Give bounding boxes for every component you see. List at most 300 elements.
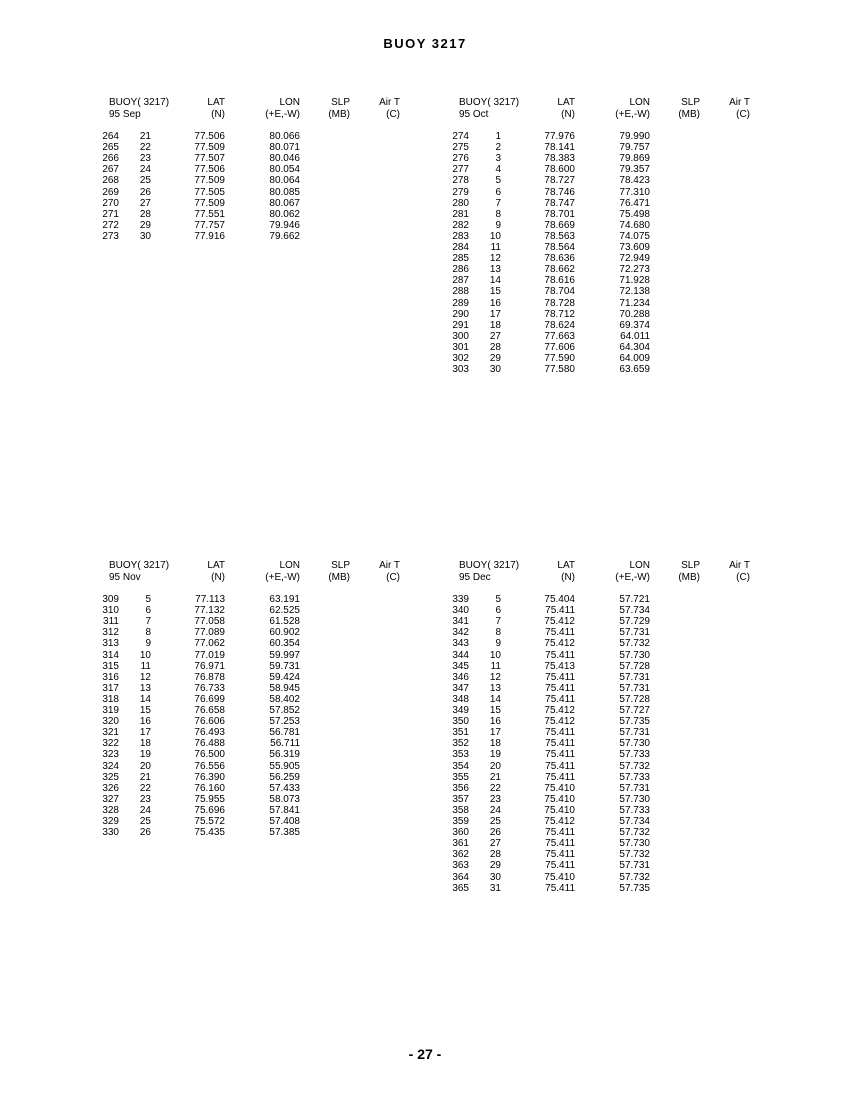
cell-day: 13 [489,682,501,694]
header-slp: SLP [681,97,700,108]
header-airt-unit: (C) [736,109,750,120]
cell-day: 12 [489,253,501,265]
data-panel-dec [450,560,810,920]
cell-lon: 57.731 [619,727,650,739]
cell-day: 30 [139,230,151,242]
cell-doy: 323 [102,749,119,761]
cell-doy: 356 [452,782,469,794]
cell-day: 16 [489,297,501,309]
data-panel-sep [100,97,460,457]
header-airt-unit: (C) [386,109,400,120]
cell-day: 30 [489,871,501,883]
cell-lon: 63.191 [269,594,300,605]
cell-lat: 77.507 [194,153,225,165]
cell-doy: 317 [102,682,119,694]
cell-doy: 359 [452,816,469,827]
cell-lat: 75.412 [544,816,575,827]
cell-lon: 57.731 [619,671,650,683]
header-lon: LON [629,97,650,108]
cell-lat: 75.411 [545,760,575,772]
cell-doy: 318 [102,693,119,705]
cell-lon: 80.054 [269,164,300,176]
cell-day: 31 [489,882,501,894]
cell-day: 29 [489,353,501,364]
cell-lat: 75.411 [545,882,575,894]
cell-doy: 283 [452,230,469,242]
cell-doy: 282 [452,219,469,231]
cell-doy: 285 [452,253,469,265]
cell-doy: 319 [102,705,119,716]
cell-doy: 280 [452,197,469,209]
page-number: - 27 - [408,1046,442,1062]
cell-lon: 59.731 [269,660,300,672]
cell-lat: 75.412 [544,705,575,716]
cell-doy: 289 [452,297,469,309]
cell-doy: 363 [452,860,469,872]
cell-lon: 60.902 [269,627,300,639]
cell-day: 6 [145,605,151,617]
cell-lat: 75.411 [545,727,575,739]
cell-lat: 76.606 [194,716,225,728]
header-buoy: BUOY( 3217) [109,560,170,571]
cell-day: 25 [139,816,151,827]
cell-lon: 80.046 [269,153,300,165]
cell-day: 24 [489,804,501,816]
cell-doy: 301 [452,341,469,353]
cell-lat: 78.564 [544,242,575,253]
cell-lat: 76.488 [194,738,225,750]
cell-lat: 78.747 [544,197,575,209]
cell-day: 5 [145,594,151,605]
cell-lon: 57.433 [269,782,300,794]
cell-day: 5 [495,175,501,187]
cell-lat: 76.500 [194,749,225,761]
cell-lon: 57.730 [619,738,650,750]
cell-day: 12 [139,671,151,683]
cell-lon: 57.852 [269,705,300,716]
cell-lon: 80.071 [269,142,300,154]
cell-doy: 339 [452,594,469,605]
cell-lon: 77.310 [619,186,650,198]
cell-lon: 61.528 [269,616,300,628]
cell-lat: 77.551 [194,208,225,220]
cell-lon: 57.733 [619,749,650,761]
cell-lon: 64.304 [619,341,650,353]
cell-doy: 343 [452,638,469,650]
cell-doy: 313 [102,638,119,650]
cell-lon: 56.259 [269,771,300,783]
cell-lat: 77.663 [544,330,575,342]
cell-lat: 78.383 [544,153,575,165]
cell-lat: 75.410 [544,793,575,805]
cell-day: 27 [139,197,151,209]
cell-doy: 348 [452,693,469,705]
cell-lon: 57.731 [619,682,650,694]
header-lon: LON [629,560,650,571]
cell-lon: 57.408 [269,816,300,827]
cell-doy: 346 [452,671,469,683]
cell-day: 7 [145,616,151,628]
cell-lat: 75.410 [544,871,575,883]
cell-lat: 76.390 [194,771,225,783]
cell-lon: 57.385 [269,827,300,839]
cell-lon: 57.721 [619,594,650,605]
panel-period: 95 Oct [459,109,489,120]
cell-doy: 311 [103,616,119,628]
cell-lon: 57.730 [619,793,650,805]
header-lon: LON [279,560,300,571]
cell-doy: 341 [452,616,469,628]
cell-day: 14 [489,693,501,705]
cell-day: 14 [139,693,151,705]
cell-day: 24 [139,804,151,816]
cell-lon: 80.085 [269,186,300,198]
cell-lat: 75.411 [545,627,575,639]
cell-lat: 75.696 [194,804,225,816]
cell-doy: 266 [102,153,119,165]
cell-lat: 76.971 [194,660,225,672]
cell-lon: 64.011 [620,330,650,342]
header-lat: LAT [207,560,225,571]
cell-doy: 326 [102,782,119,794]
cell-lat: 77.509 [194,197,225,209]
cell-lon: 57.729 [619,616,650,628]
cell-lat: 78.728 [544,297,575,309]
header-slp: SLP [331,560,350,571]
cell-lat: 77.062 [194,638,225,650]
cell-lon: 57.735 [619,716,650,728]
cell-doy: 272 [102,219,119,231]
cell-day: 17 [139,727,151,739]
cell-lon: 70.288 [619,308,650,320]
cell-doy: 287 [452,275,469,287]
cell-lat: 77.058 [194,616,225,628]
cell-lat: 76.733 [194,682,225,694]
cell-lat: 75.411 [545,827,575,839]
cell-lon: 58.402 [269,693,300,705]
cell-doy: 271 [102,208,119,220]
cell-lon: 57.727 [619,705,650,716]
cell-day: 15 [489,286,501,298]
cell-day: 30 [489,364,501,376]
cell-day: 10 [139,649,151,661]
cell-lon: 79.946 [269,219,300,231]
cell-lon: 57.732 [619,760,650,772]
cell-lon: 59.424 [269,671,300,683]
cell-doy: 275 [452,142,469,154]
cell-lat: 75.412 [544,716,575,728]
cell-lat: 78.636 [544,253,575,265]
cell-lon: 57.731 [619,782,650,794]
header-slp-unit: (MB) [678,572,700,583]
cell-lat: 77.506 [194,164,225,176]
cell-day: 14 [489,275,501,287]
cell-lat: 75.411 [545,838,575,850]
cell-day: 21 [489,771,501,783]
header-lat: LAT [207,97,225,108]
cell-doy: 342 [452,627,469,639]
cell-day: 28 [489,849,501,861]
cell-lat: 78.669 [544,219,575,231]
panel-period: 95 Sep [109,109,141,120]
cell-day: 15 [489,705,501,716]
cell-day: 16 [139,716,151,728]
cell-lat: 75.411 [545,671,575,683]
cell-day: 5 [495,594,501,605]
data-panel-nov [100,560,460,920]
header-lon-unit: (+E,-W) [265,109,300,120]
cell-lat: 75.955 [194,793,225,805]
cell-doy: 364 [452,871,469,883]
cell-lat: 78.662 [544,264,575,276]
header-slp: SLP [681,560,700,571]
cell-lon: 57.728 [619,660,650,672]
cell-lat: 75.411 [545,849,575,861]
cell-doy: 345 [452,660,469,672]
cell-day: 2 [495,142,501,154]
cell-doy: 316 [102,671,119,683]
page-title: BUOY 3217 [383,36,467,51]
cell-lat: 78.141 [544,142,575,154]
cell-lat: 77.089 [194,627,225,639]
cell-doy: 365 [452,882,469,894]
cell-lon: 63.659 [619,364,650,376]
header-airt: Air T [729,97,750,108]
cell-lat: 78.563 [544,230,575,242]
cell-doy: 264 [102,131,119,142]
cell-lat: 75.572 [194,816,225,827]
cell-day: 25 [489,816,501,827]
cell-lat: 78.746 [544,186,575,198]
cell-lon: 57.253 [269,716,300,728]
cell-doy: 284 [452,242,469,253]
cell-day: 9 [145,638,151,650]
cell-lon: 79.869 [619,153,650,165]
cell-doy: 277 [452,164,469,176]
cell-day: 10 [489,230,501,242]
cell-day: 11 [140,660,151,672]
cell-lat: 78.624 [544,319,575,331]
cell-lon: 57.732 [619,638,650,650]
cell-lon: 74.680 [619,219,650,231]
cell-lat: 77.590 [544,353,575,364]
header-buoy: BUOY( 3217) [459,560,520,571]
cell-lat: 78.616 [544,275,575,287]
cell-doy: 330 [102,827,119,839]
header-airt-unit: (C) [736,572,750,583]
header-airt-unit: (C) [386,572,400,583]
cell-lat: 77.976 [544,131,575,142]
cell-doy: 278 [452,175,469,187]
header-airt: Air T [729,560,750,571]
cell-doy: 362 [452,849,469,861]
cell-lat: 75.411 [545,649,575,661]
cell-lat: 76.556 [194,760,225,772]
cell-day: 3 [495,153,501,165]
cell-doy: 351 [452,727,469,739]
header-lon-unit: (+E,-W) [615,572,650,583]
cell-lat: 75.410 [544,782,575,794]
cell-lon: 57.730 [619,649,650,661]
cell-lon: 56.319 [269,749,300,761]
header-airt: Air T [379,97,400,108]
cell-lon: 57.841 [269,804,300,816]
cell-lon: 80.067 [269,197,300,209]
cell-lon: 79.357 [619,164,650,176]
cell-day: 18 [139,738,151,750]
cell-doy: 322 [102,738,119,750]
cell-day: 29 [139,219,151,231]
cell-lat: 76.493 [194,727,225,739]
cell-doy: 347 [452,682,469,694]
cell-lat: 77.580 [544,364,575,376]
cell-day: 8 [495,627,501,639]
cell-day: 24 [139,164,151,176]
cell-doy: 274 [452,131,469,142]
cell-lon: 80.066 [269,131,300,142]
cell-lon: 64.009 [619,353,650,364]
cell-doy: 310 [102,605,119,617]
cell-lat: 77.916 [194,230,225,242]
cell-lat: 77.509 [194,142,225,154]
cell-day: 21 [139,771,151,783]
cell-lon: 72.949 [619,253,650,265]
cell-doy: 270 [102,197,119,209]
header-slp-unit: (MB) [678,109,700,120]
cell-lat: 76.658 [194,705,225,716]
cell-doy: 302 [452,353,469,364]
cell-lat: 77.506 [194,131,225,142]
header-lon: LON [279,97,300,108]
cell-lon: 69.374 [619,319,650,331]
cell-doy: 315 [102,660,119,672]
header-lat-unit: (N) [211,572,225,583]
cell-day: 20 [489,760,501,772]
cell-doy: 327 [102,793,119,805]
cell-doy: 309 [102,594,119,605]
cell-doy: 354 [452,760,469,772]
cell-lon: 57.733 [619,804,650,816]
cell-lat: 78.727 [544,175,575,187]
cell-lat: 77.019 [194,649,225,661]
cell-lat: 77.509 [194,175,225,187]
cell-lon: 57.732 [619,827,650,839]
cell-lat: 75.411 [545,682,575,694]
cell-doy: 352 [452,738,469,750]
cell-doy: 361 [452,838,469,850]
cell-lon: 71.928 [619,275,650,287]
cell-doy: 268 [102,175,119,187]
cell-lon: 79.662 [269,230,300,242]
cell-day: 27 [489,838,501,850]
cell-lat: 78.600 [544,164,575,176]
cell-day: 16 [489,716,501,728]
cell-day: 13 [139,682,151,694]
cell-lat: 77.757 [194,219,225,231]
cell-lon: 55.905 [269,760,300,772]
cell-lat: 78.701 [544,208,575,220]
cell-lat: 75.412 [544,616,575,628]
cell-day: 7 [495,616,501,628]
cell-day: 21 [139,131,151,142]
cell-day: 15 [139,705,151,716]
cell-doy: 320 [102,716,119,728]
cell-lat: 75.411 [545,738,575,750]
cell-lon: 72.273 [619,264,650,276]
cell-doy: 300 [452,330,469,342]
cell-doy: 349 [452,705,469,716]
header-slp: SLP [331,97,350,108]
cell-day: 9 [495,638,501,650]
cell-day: 28 [139,208,151,220]
cell-lon: 57.732 [619,871,650,883]
header-lat-unit: (N) [561,572,575,583]
header-lat-unit: (N) [561,109,575,120]
cell-doy: 357 [452,793,469,805]
cell-lon: 59.997 [269,649,300,661]
cell-lon: 78.423 [619,175,650,187]
cell-doy: 360 [452,827,469,839]
cell-lat: 75.411 [545,605,575,617]
cell-lat: 78.704 [544,286,575,298]
cell-day: 19 [489,749,501,761]
cell-lat: 75.412 [544,638,575,650]
cell-lat: 75.413 [544,660,575,672]
cell-lat: 78.712 [544,308,575,320]
header-buoy: BUOY( 3217) [109,97,170,108]
cell-day: 25 [139,175,151,187]
cell-lon: 74.075 [619,230,650,242]
cell-day: 23 [139,153,151,165]
cell-lat: 75.411 [545,771,575,783]
cell-doy: 355 [452,771,469,783]
cell-day: 4 [495,164,501,176]
cell-lon: 71.234 [619,297,650,309]
cell-doy: 267 [102,164,119,176]
cell-day: 7 [495,197,501,209]
cell-lat: 75.411 [545,860,575,872]
cell-doy: 291 [452,319,469,331]
cell-doy: 329 [102,816,119,827]
header-buoy: BUOY( 3217) [459,97,520,108]
cell-day: 12 [489,671,501,683]
cell-lat: 75.411 [545,693,575,705]
header-lat: LAT [557,560,575,571]
cell-doy: 353 [452,749,469,761]
cell-lon: 57.728 [619,693,650,705]
cell-doy: 265 [102,142,119,154]
cell-day: 26 [139,827,151,839]
cell-lon: 56.781 [269,727,300,739]
header-airt: Air T [379,560,400,571]
header-lon-unit: (+E,-W) [265,572,300,583]
panel-period: 95 Nov [109,572,141,583]
cell-day: 6 [495,605,501,617]
cell-day: 17 [489,308,501,320]
cell-lon: 57.730 [619,838,650,850]
cell-lon: 56.711 [270,738,300,750]
cell-day: 13 [489,264,501,276]
panel-period: 95 Dec [459,572,491,583]
cell-day: 22 [139,142,151,154]
cell-lon: 57.733 [619,771,650,783]
cell-day: 22 [489,782,501,794]
cell-doy: 303 [452,364,469,376]
cell-lon: 73.609 [619,242,650,253]
cell-day: 26 [489,827,501,839]
cell-lat: 76.160 [194,782,225,794]
header-lat: LAT [557,97,575,108]
